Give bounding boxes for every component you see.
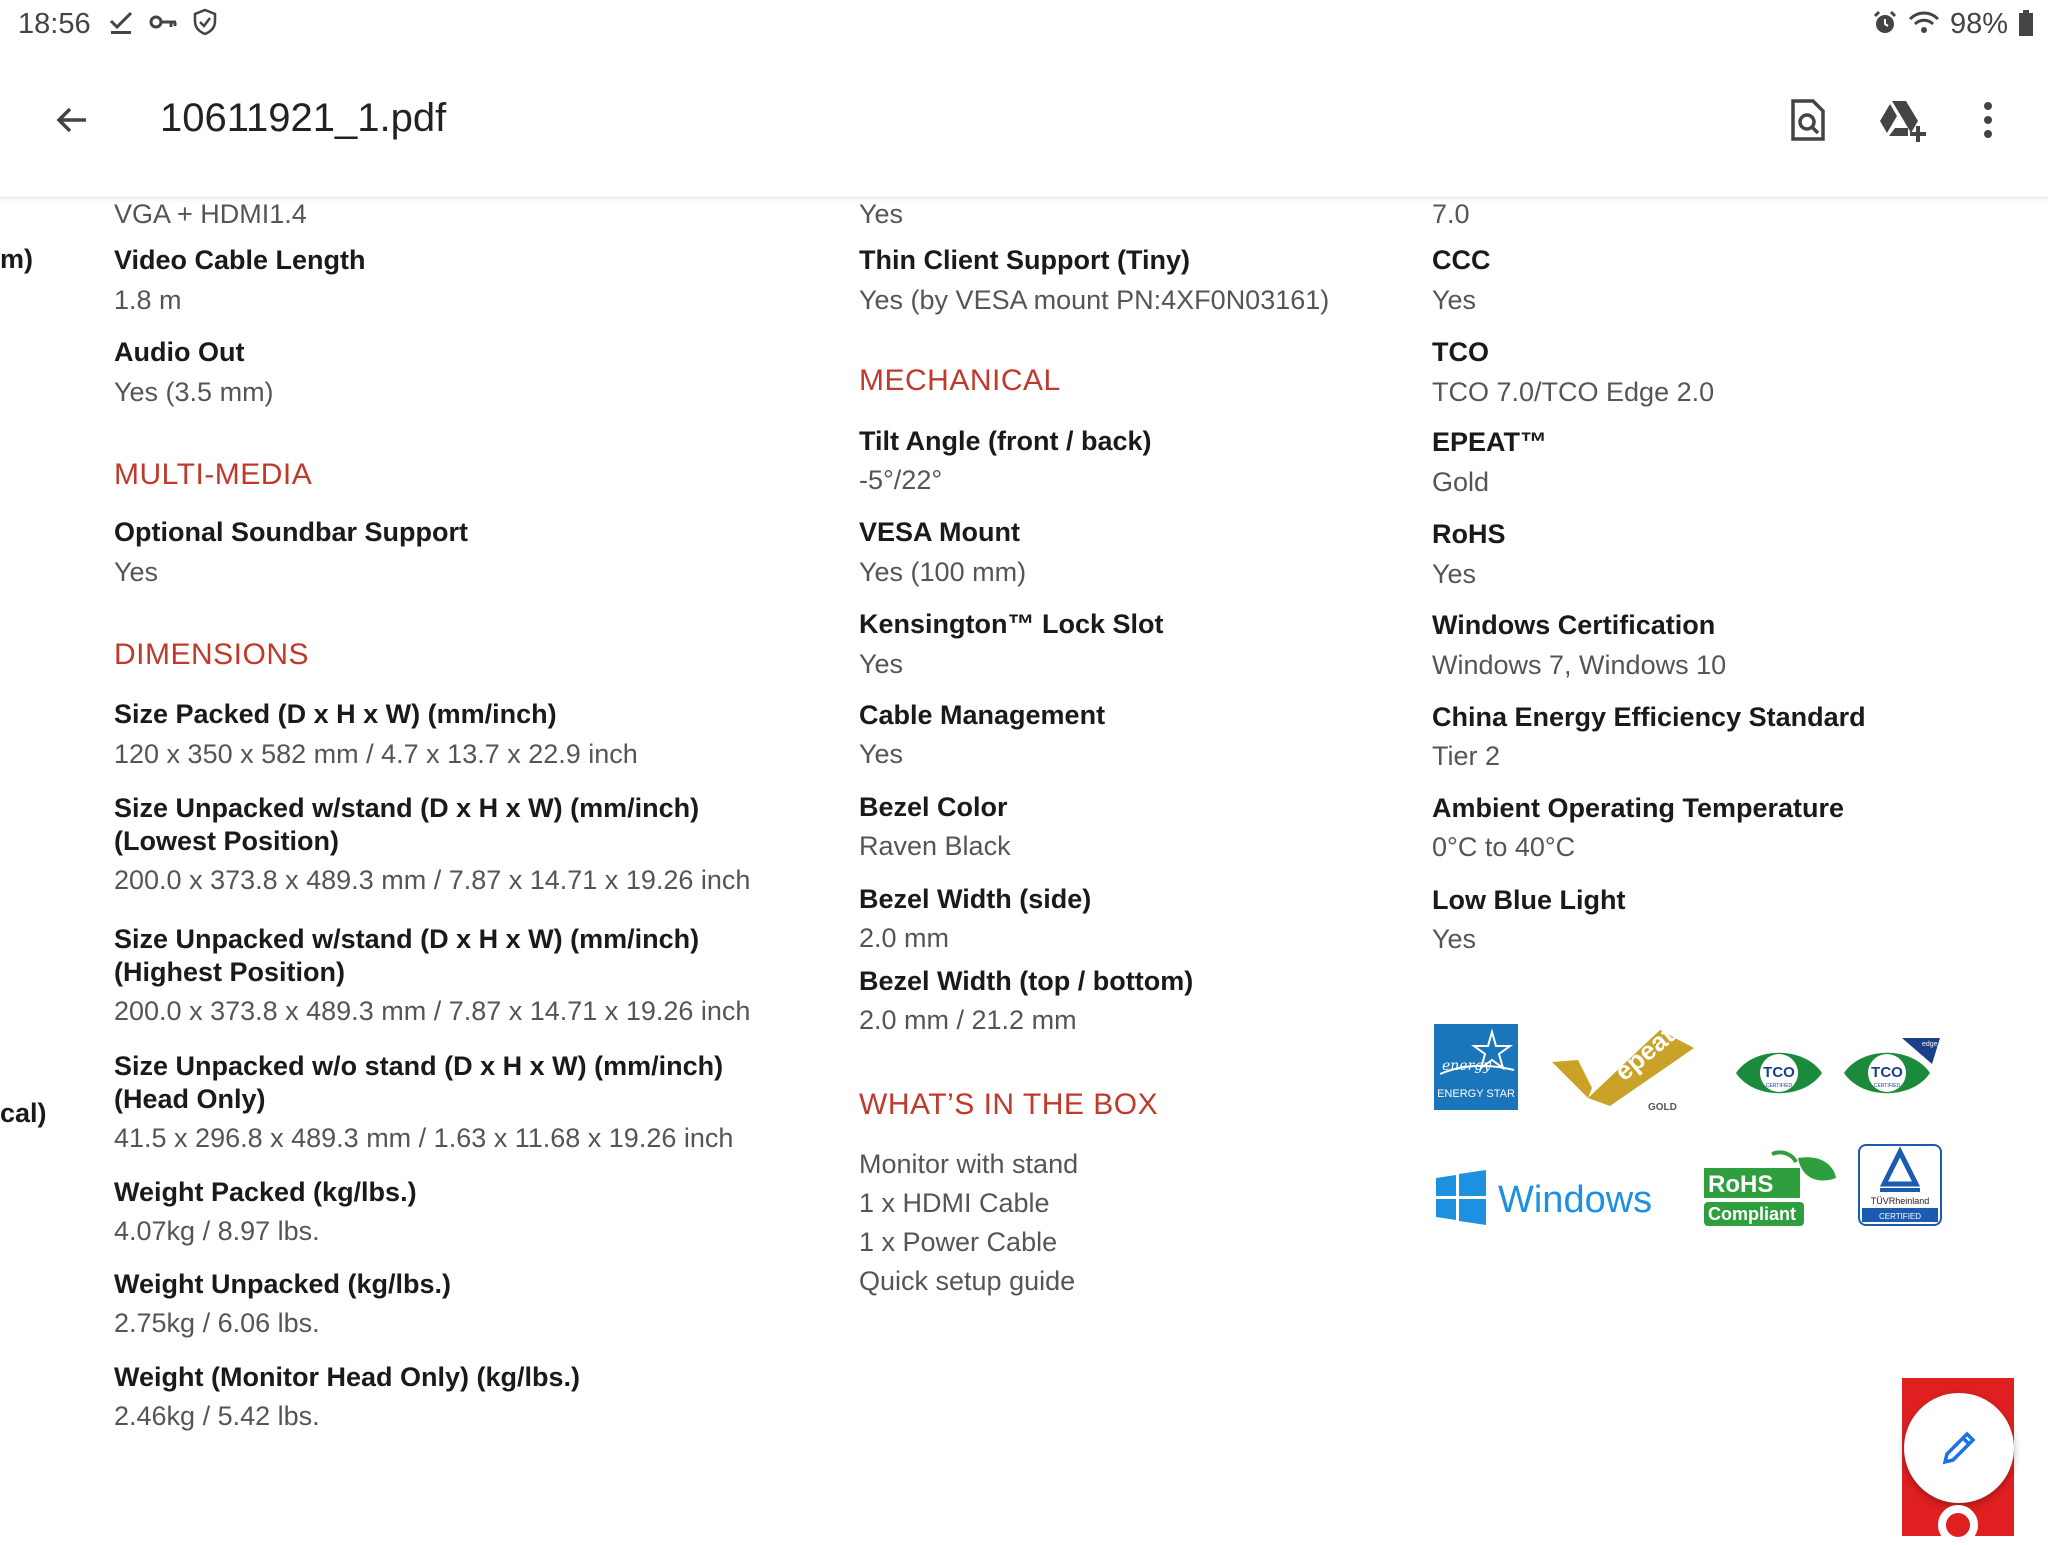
spec-value: VGA + HDMI1.4 — [114, 199, 307, 229]
box-item: Monitor with stand — [859, 1149, 1079, 1179]
section-heading: MULTI-MEDIA — [114, 458, 313, 491]
spec-label: Thin Client Support (Tiny) — [859, 245, 1190, 275]
spec-value: 200.0 x 373.8 x 489.3 mm / 7.87 x 14.71 x 19.26 inch — [114, 865, 751, 895]
epeat-gold-logo — [1548, 1026, 1698, 1112]
spec-value: 2.75kg / 6.06 lbs. — [114, 1308, 320, 1338]
spec-label: TCO — [1432, 337, 1489, 367]
windows-logo — [1434, 1168, 1674, 1228]
spec-value: -5°/22° — [859, 465, 943, 495]
spec-label: Weight Packed (kg/lbs.) — [114, 1177, 417, 1207]
spec-value: TCO 7.0/TCO Edge 2.0 — [1432, 377, 1715, 407]
app-bar — [0, 50, 2048, 198]
spec-value: Windows 7, Windows 10 — [1432, 650, 1727, 680]
spec-value: Yes — [1432, 924, 1477, 954]
pencil-icon — [1939, 1428, 1979, 1468]
spec-value: 2.0 mm — [859, 923, 950, 953]
document-title: 10611921_1.pdf — [160, 96, 447, 140]
spec-value: Yes (by VESA mount PN:4XF0N03161) — [859, 285, 1330, 315]
spec-label: Bezel Width (side) — [859, 884, 1092, 914]
spec-value: 200.0 x 373.8 x 489.3 mm / 7.87 x 14.71 x 19.26 inch — [114, 996, 751, 1026]
spec-label: RoHS — [1432, 519, 1506, 549]
spec-value: Gold — [1432, 467, 1490, 497]
spec-label: EPEAT™ — [1432, 427, 1548, 457]
spec-label: CCC — [1432, 245, 1491, 275]
back-button[interactable] — [40, 88, 104, 152]
pdf-page — [0, 198, 2048, 1536]
spec-label: Tilt Angle (front / back) — [859, 426, 1152, 456]
spec-label: Bezel Width (top / bottom) — [859, 966, 1194, 996]
svg-text:TCO: TCO — [1763, 1064, 1795, 1081]
arrow-left-icon — [54, 102, 90, 138]
svg-text:Compliant: Compliant — [1708, 1204, 1796, 1224]
key-icon — [148, 9, 178, 39]
section-heading: MECHANICAL — [859, 364, 1061, 397]
find-in-document-button[interactable] — [1776, 88, 1840, 152]
spec-label: Size Packed (D x H x W) (mm/inch) — [114, 699, 557, 729]
spec-value: Yes (100 mm) — [859, 557, 1027, 587]
spec-label: VESA Mount — [859, 517, 1020, 547]
spec-value: Yes (3.5 mm) — [114, 377, 274, 407]
section-heading: WHAT’S IN THE BOX — [859, 1088, 1159, 1121]
spec-value: 0°C to 40°C — [1432, 832, 1576, 862]
svg-text:CERTIFIED: CERTIFIED — [1873, 1083, 1901, 1089]
spec-label: (Head Only) — [114, 1084, 266, 1114]
spec-label: Weight Unpacked (kg/lbs.) — [114, 1269, 452, 1299]
svg-text:GOLD: GOLD — [1648, 1102, 1677, 1112]
tco-edge-logo — [1842, 1036, 1942, 1102]
svg-text:Windows: Windows — [1498, 1179, 1653, 1221]
box-item: 1 x HDMI Cable — [859, 1188, 1050, 1218]
more-vert-icon — [1982, 101, 1994, 139]
status-icons-left — [108, 8, 218, 40]
spec-label: (Highest Position) — [114, 957, 345, 987]
spec-label: Size Unpacked w/o stand (D x H x W) (mm/inch) — [114, 1051, 724, 1081]
svg-text:TÜVRheinland: TÜVRheinland — [1870, 1196, 1930, 1206]
spec-label: Weight (Monitor Head Only) (kg/lbs.) — [114, 1362, 580, 1392]
spec-label: Kensington™ Lock Slot — [859, 609, 1164, 639]
svg-text:TCO: TCO — [1871, 1064, 1903, 1081]
spec-value: Yes — [859, 199, 904, 229]
spec-value: 1.8 m — [114, 285, 182, 315]
spec-value: 2.46kg / 5.42 lbs. — [114, 1401, 320, 1431]
spec-label: Bezel Color — [859, 792, 1008, 822]
svg-text:CERTIFIED: CERTIFIED — [1765, 1083, 1793, 1089]
energy-star-logo — [1434, 1024, 1518, 1110]
alarm-icon — [1872, 10, 1898, 40]
box-item: 1 x Power Cable — [859, 1227, 1058, 1257]
status-bar — [0, 0, 2048, 50]
battery-icon — [2018, 9, 2034, 41]
spec-label: Audio Out — [114, 337, 245, 367]
fab-indicator-ring — [1938, 1505, 1978, 1545]
spec-label: Size Unpacked w/stand (D x H x W) (mm/inch) — [114, 793, 700, 823]
spec-value: 120 x 350 x 582 mm / 4.7 x 13.7 x 22.9 inch — [114, 739, 638, 769]
svg-text:epeat: epeat — [1608, 1026, 1680, 1087]
spec-value: Yes — [859, 649, 904, 679]
spec-value: Yes — [859, 739, 904, 769]
svg-text:CERTIFIED: CERTIFIED — [1878, 1212, 1922, 1221]
spec-value: Yes — [1432, 559, 1477, 589]
svg-text:RoHS: RoHS — [1708, 1171, 1774, 1198]
spec-label: Size Unpacked w/stand (D x H x W) (mm/inch) — [114, 924, 700, 954]
spec-label: Low Blue Light — [1432, 885, 1626, 915]
spec-value: Yes — [1432, 285, 1477, 315]
spec-value: Yes — [114, 557, 159, 587]
box-item: Quick setup guide — [859, 1266, 1076, 1296]
spec-label: Video Cable Length — [114, 245, 366, 275]
spec-label: Windows Certification — [1432, 610, 1716, 640]
spec-value: 2.0 mm / 21.2 mm — [859, 1005, 1077, 1035]
cut-off-text: m) — [0, 244, 33, 274]
tco-certified-logo — [1734, 1044, 1824, 1102]
spec-value: Tier 2 — [1432, 741, 1501, 771]
spec-value: Raven Black — [859, 831, 1011, 861]
spec-label: (Lowest Position) — [114, 826, 339, 856]
drive-add-icon — [1878, 98, 1926, 142]
svg-text:edge: edge — [1922, 1041, 1938, 1048]
cut-off-text: cal) — [0, 1098, 47, 1128]
spec-label: Ambient Operating Temperature — [1432, 793, 1845, 823]
status-time: 18:56 — [18, 8, 91, 40]
wifi-icon — [1908, 10, 1940, 40]
rohs-compliant-logo — [1702, 1148, 1838, 1228]
spec-label: China Energy Efficiency Standard — [1432, 702, 1866, 732]
spec-label: Cable Management — [859, 700, 1106, 730]
spec-label: Optional Soundbar Support — [114, 517, 468, 547]
spec-value: 41.5 x 296.8 x 489.3 mm / 1.63 x 11.68 x 19.26 inch — [114, 1123, 734, 1153]
battery-percent: 98% — [1949, 8, 2008, 40]
svg-text:energy: energy — [1442, 1058, 1492, 1074]
spec-value: 7.0 — [1432, 199, 1470, 229]
spec-value: 4.07kg / 8.97 lbs. — [114, 1216, 320, 1246]
more-options-button[interactable] — [1956, 88, 2020, 152]
energy-star-label: ENERGY STAR — [1437, 1088, 1515, 1100]
tuv-rheinland-logo — [1858, 1144, 1942, 1226]
shield-icon — [192, 8, 218, 40]
add-to-drive-button[interactable] — [1870, 88, 1934, 152]
document-search-icon — [1789, 98, 1827, 142]
status-icons-right — [1872, 8, 2034, 41]
edit-button[interactable] — [1904, 1393, 2014, 1503]
energy-star-icon — [1434, 1024, 1518, 1086]
section-heading: DIMENSIONS — [114, 638, 310, 671]
check-download-icon — [108, 9, 134, 39]
